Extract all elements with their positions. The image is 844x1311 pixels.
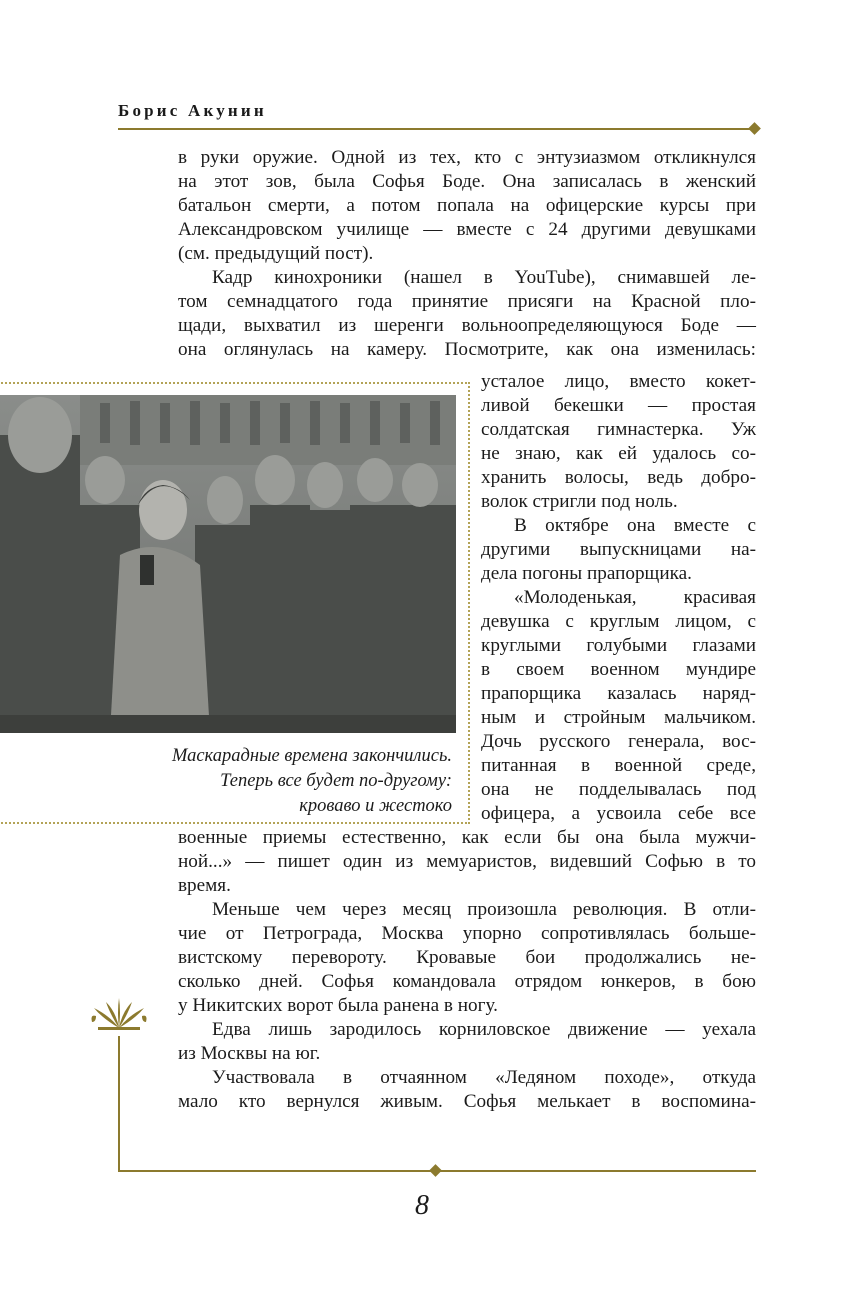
text-line: солдатская гимнастерка. Уж	[481, 419, 756, 440]
text-line: она не подделывалась под	[481, 779, 756, 800]
diamond-icon	[429, 1164, 442, 1177]
archival-photo	[0, 395, 456, 733]
text-line: вистскому перевороту. Кровавые бои продолжались не-	[178, 947, 756, 968]
text-line: военные приемы естественно, как если бы она была мужчи-	[178, 827, 756, 848]
caption-line: Теперь все будет по-другому:	[220, 771, 452, 791]
text-line: она оглянулась на камеру. Посмотрите, как она изменилась:	[178, 339, 756, 360]
text-line: у Никитских ворот была ранена в ногу.	[178, 995, 498, 1016]
text-line: батальон смерти, а потом попала на офицерские курсы при	[178, 195, 756, 216]
text-line: офицера, а усвоила себе все	[481, 803, 756, 824]
side-rule	[118, 1036, 120, 1170]
text-line: ливой бекешки — простая	[481, 395, 756, 416]
caption-line: кроваво и жестоко	[299, 796, 452, 816]
text-line: дела погоны прапорщика.	[481, 563, 692, 584]
text-line: ной...» — пишет один из мемуаристов, видевший Софью в то	[178, 851, 756, 872]
text-line: мало кто вернулся живым. Софья мелькает в воспомина-	[178, 1091, 756, 1112]
text-line: (см. предыдущий пост).	[178, 243, 374, 264]
text-line: другими выпускницами на-	[481, 539, 756, 560]
text-line: «Молоденькая, красивая	[514, 587, 756, 608]
text-line: на этот зов, была Софья Боде. Она записалась в женский	[178, 171, 756, 192]
text-line: Едва лишь зародилось корниловское движение — уехала	[212, 1019, 756, 1040]
text-line: хранить волосы, ведь добро-	[481, 467, 756, 488]
text-line: Александровском училище — вместе с 24 другими девушками	[178, 219, 756, 240]
text-line: Кадр кинохроники (нашел в YouTube), снимавшей ле-	[212, 267, 756, 288]
text-line: из Москвы на юг.	[178, 1043, 321, 1064]
page-number: 8	[415, 1190, 429, 1221]
lotus-fan-icon	[88, 994, 150, 1034]
text-line: Участвовала в отчаянном «Ледяном походе», откуда	[212, 1067, 756, 1088]
text-line: сколько дней. Софья командовала отрядом юнкеров, в бою	[178, 971, 756, 992]
text-line: в руки оружие. Одной из тех, кто с энтузиазмом откликнулся	[178, 147, 756, 168]
caption-line: Маскарадные времена закончились.	[171, 746, 452, 766]
text-line: Меньше чем через месяц произошла революция. В отли-	[212, 899, 756, 920]
text-line: В октябре она вместе с	[514, 515, 756, 536]
header-rule	[118, 128, 752, 130]
text-line: не знаю, как ей удалось со-	[481, 443, 756, 464]
text-line: в своем военном мундире	[481, 659, 756, 680]
text-line: круглыми голубыми глазами	[481, 635, 756, 656]
text-line: питанная в военной среде,	[481, 755, 756, 776]
text-line: волок стригли под ноль.	[481, 491, 678, 512]
text-line: Дочь русского генерала, вос-	[481, 731, 756, 752]
text-line: ным и стройным мальчиком.	[481, 707, 756, 728]
text-line: щади, выхватил из шеренги вольноопределяющуюся Боде —	[178, 315, 756, 336]
text-line: чие от Петрограда, Москва упорно сопротивлялась больше-	[178, 923, 756, 944]
text-line: время.	[178, 875, 231, 896]
text-line: усталое лицо, вместо кокет-	[481, 371, 756, 392]
text-line: прапорщика казалась наряд-	[481, 683, 756, 704]
text-line: девушка с круглым лицом, с	[481, 611, 756, 632]
text-line: том семнадцатого года принятие присяги на Красной пло-	[178, 291, 756, 312]
diamond-icon	[748, 122, 761, 135]
running-head-author: Борис Акунин	[118, 101, 267, 120]
